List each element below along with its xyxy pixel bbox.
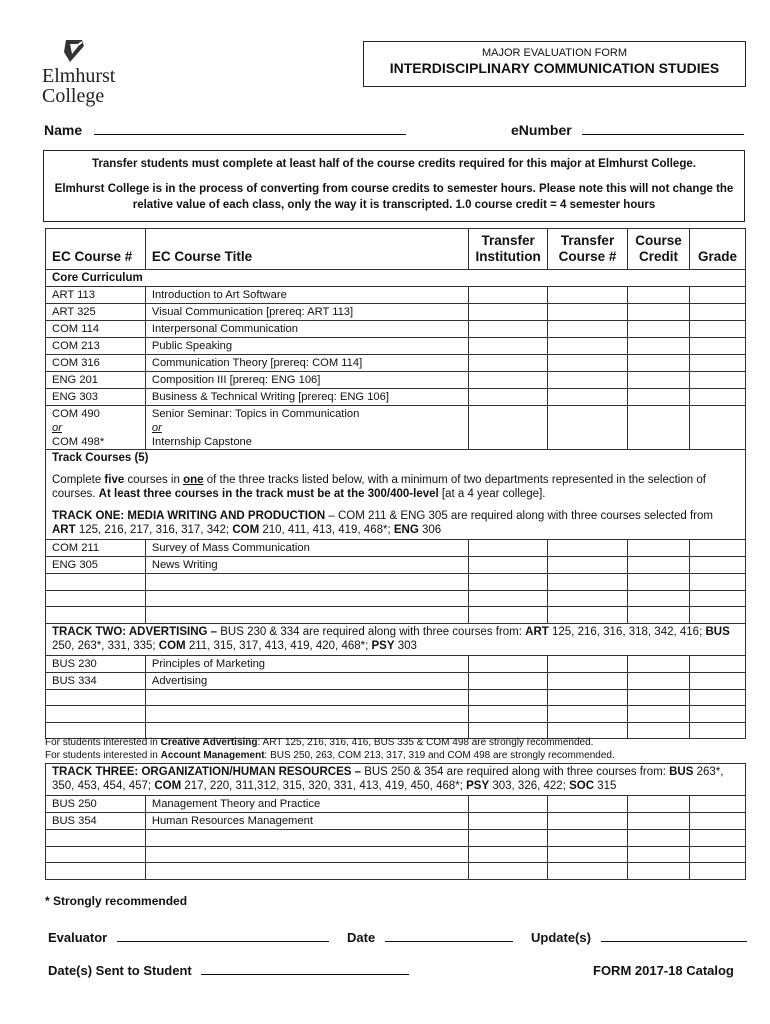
table-row: [46, 689, 746, 706]
cell-input[interactable]: [469, 796, 548, 813]
course-title: Composition III [prereq: ENG 106]: [145, 372, 468, 389]
cell-input[interactable]: [628, 796, 690, 813]
cell-input[interactable]: [548, 372, 628, 389]
cell-input[interactable]: [628, 689, 690, 706]
cell-input[interactable]: [548, 355, 628, 372]
cell-input[interactable]: [46, 590, 146, 607]
form-label: MAJOR EVALUATION FORM: [481, 47, 628, 59]
course-num: BUS 334: [46, 672, 146, 689]
cell-input[interactable]: [548, 830, 628, 847]
cell-input[interactable]: [145, 830, 469, 847]
cell-input[interactable]: [690, 574, 746, 591]
table-row: [46, 796, 746, 813]
sent-label: Date(s) Sent to Student: [48, 963, 192, 978]
cell-input[interactable]: [469, 863, 548, 880]
cell-input[interactable]: [690, 321, 746, 338]
cell-input[interactable]: [469, 355, 548, 372]
cell-input[interactable]: [145, 689, 468, 706]
dept: SOC: [569, 780, 595, 792]
header-transfer-institution: Transfer Institution: [469, 229, 548, 270]
cell-input[interactable]: [628, 722, 690, 739]
table-row: [46, 540, 746, 557]
cell-input[interactable]: [548, 590, 628, 607]
cell-input[interactable]: [145, 846, 469, 863]
logo-line2: College: [42, 85, 105, 107]
capstone-title: [145, 406, 468, 450]
note-text: For students interested in: [45, 737, 161, 748]
course-title: Introduction to Art Software: [145, 287, 468, 304]
name-field[interactable]: [44, 122, 406, 138]
capstone-num: [46, 406, 146, 450]
cell-input[interactable]: [145, 863, 469, 880]
updates-field[interactable]: [531, 930, 747, 945]
table-row: [46, 846, 746, 863]
note-text: For students interested in: [45, 750, 161, 761]
course-table: [45, 228, 746, 739]
cell-input[interactable]: [548, 796, 628, 813]
cell-input[interactable]: [548, 287, 628, 304]
cell-input[interactable]: [548, 406, 628, 450]
cell-input[interactable]: [690, 557, 746, 574]
course-title: Public Speaking: [145, 338, 468, 355]
track-two-title: TRACK TWO: ADVERTISING –: [52, 625, 218, 638]
cell-input[interactable]: [548, 540, 628, 557]
cell-input[interactable]: [469, 590, 548, 607]
cell-input[interactable]: [628, 706, 690, 723]
cell-input[interactable]: [690, 672, 746, 689]
cell-input[interactable]: [46, 689, 146, 706]
dept: COM: [232, 524, 260, 536]
cell-input[interactable]: [628, 863, 690, 880]
cell-input[interactable]: [469, 689, 548, 706]
cell-input[interactable]: [469, 672, 548, 689]
dept: PSY: [466, 780, 490, 792]
track-text: 315: [594, 780, 617, 792]
cell-input[interactable]: [469, 389, 548, 406]
cell-input[interactable]: [145, 706, 468, 723]
track-courses-label: Track Courses (5): [52, 452, 149, 464]
dept: ENG: [393, 524, 419, 536]
table-row: [46, 557, 746, 574]
enumber-label: eNumber: [511, 122, 572, 138]
track-one-title: TRACK ONE: MEDIA WRITING AND PRODUCTION: [52, 510, 326, 522]
cell-input[interactable]: [46, 830, 146, 847]
core-curriculum-label: Core Curriculum: [46, 270, 746, 287]
capstone-title1: Senior Seminar: Topics in Communication: [151, 408, 360, 420]
table-row: [46, 813, 746, 830]
table-row: [46, 321, 746, 338]
table-row: [46, 863, 746, 880]
cell-input[interactable]: [469, 287, 548, 304]
course-num: ART 325: [46, 304, 146, 321]
cell-input[interactable]: [548, 304, 628, 321]
form-title-box: [363, 41, 746, 87]
cell-input[interactable]: [469, 574, 548, 591]
track-text: BUS 230 & 334 are required along with three courses from:: [217, 625, 526, 638]
note-bold: Creative Advertising: [160, 737, 258, 748]
cell-input[interactable]: [690, 338, 746, 355]
table-row: [46, 287, 746, 304]
cell-input[interactable]: [469, 321, 548, 338]
track-text: 210, 411, 413, 419, 468*;: [259, 524, 394, 536]
cell-input[interactable]: [690, 287, 746, 304]
cell-input[interactable]: [469, 557, 548, 574]
dept: BUS: [669, 766, 694, 778]
track-text: BUS 250 & 354 are required along with three courses from:: [361, 766, 670, 778]
note-text: : BUS 250, 263, COM 213, 317, 319 and COM 498 are strongly recommended.: [264, 750, 615, 761]
intro-text: courses in: [124, 474, 184, 486]
track-text: 250, 263*, 331, 335;: [52, 639, 159, 652]
cell-input[interactable]: [628, 557, 690, 574]
cell-input[interactable]: [690, 389, 746, 406]
college-logo: [42, 38, 132, 110]
cell-input[interactable]: [548, 672, 628, 689]
table-row: [46, 590, 746, 607]
track-text: 125, 216, 217, 316, 317, 342;: [75, 524, 233, 536]
cell-input[interactable]: [628, 304, 690, 321]
header-ec-course: EC Course #: [46, 229, 146, 270]
intro-text: [at a 4 year college].: [438, 488, 546, 500]
or-label: or: [52, 422, 62, 434]
track-text: 125, 216, 316, 318, 342, 416;: [548, 625, 706, 638]
intro-text: Complete: [52, 474, 105, 486]
course-title: Visual Communication [prereq: ART 113]: [145, 304, 468, 321]
cell-input[interactable]: [469, 304, 548, 321]
cell-input[interactable]: [628, 672, 690, 689]
cell-input[interactable]: [690, 706, 746, 723]
intro-bold: At least three courses in the track must be at the 300/400-level: [98, 488, 439, 500]
track-text: 217, 220, 311,312, 315, 320, 331, 413, 419, 450, 468*;: [181, 780, 467, 792]
cell-input[interactable]: [46, 863, 146, 880]
cell-input[interactable]: [145, 574, 468, 591]
enumber-line[interactable]: [582, 123, 744, 135]
cell-input[interactable]: [690, 813, 746, 830]
track-two-desc: [46, 623, 746, 655]
cell-input[interactable]: [548, 813, 628, 830]
evaluator-line[interactable]: [117, 930, 329, 942]
cell-input[interactable]: [469, 372, 548, 389]
cell-input[interactable]: [46, 846, 146, 863]
cell-input[interactable]: [690, 846, 746, 863]
cell-input[interactable]: [469, 607, 548, 624]
course-title: Interpersonal Communication: [145, 321, 468, 338]
name-label: Name: [44, 122, 83, 138]
header-ec-title: EC Course Title: [145, 229, 468, 270]
table-row: [46, 372, 746, 389]
cell-input[interactable]: [628, 355, 690, 372]
cell-input[interactable]: [548, 389, 628, 406]
or-label: or: [151, 422, 162, 434]
table-row: [46, 355, 746, 372]
cell-input[interactable]: [690, 863, 746, 880]
cell-input[interactable]: [548, 557, 628, 574]
cell-input[interactable]: [469, 813, 548, 830]
track-text: 303: [394, 639, 417, 652]
shield-logo-icon: [60, 38, 90, 64]
cell-input[interactable]: [628, 813, 690, 830]
cell-input[interactable]: [628, 540, 690, 557]
course-num: ENG 303: [46, 389, 146, 406]
enumber-field[interactable]: [511, 122, 744, 138]
dept: ART: [525, 625, 549, 638]
course-num: BUS 354: [46, 813, 146, 830]
note-account-management: [45, 750, 615, 762]
cell-input[interactable]: [628, 590, 690, 607]
capstone-num1: COM 490: [52, 408, 100, 420]
cell-input[interactable]: [690, 689, 746, 706]
track-intro: [52, 473, 739, 501]
cell-input[interactable]: [628, 406, 690, 450]
course-title: News Writing: [145, 557, 468, 574]
cell-input[interactable]: [46, 574, 146, 591]
cell-input[interactable]: [548, 689, 628, 706]
cell-input[interactable]: [469, 846, 548, 863]
table-row: [46, 406, 746, 450]
note-creative-advertising: [45, 737, 593, 749]
cell-input[interactable]: [469, 406, 548, 450]
header-transfer-course: Transfer Course #: [548, 229, 628, 270]
capstone-num2: COM 498*: [52, 436, 105, 448]
dept: BUS: [705, 625, 730, 638]
cell-input[interactable]: [145, 590, 468, 607]
cell-input[interactable]: [145, 607, 468, 624]
track-courses-section: [46, 450, 746, 540]
course-title: Human Resources Management: [145, 813, 469, 830]
transfer-notice: [43, 150, 745, 222]
course-title: Advertising: [145, 672, 468, 689]
track-text: 263*, 350, 453, 454, 457;: [52, 766, 724, 792]
intro-text: of the three tracks listed below, with a minimum of two departments represented in the selection of courses.: [52, 474, 706, 500]
evaluator-label: Evaluator: [48, 930, 108, 945]
cell-input[interactable]: [469, 830, 548, 847]
cell-input[interactable]: [690, 796, 746, 813]
sent-line[interactable]: [201, 963, 409, 975]
dept: COM: [158, 639, 186, 652]
course-num: ENG 305: [46, 557, 146, 574]
cell-input[interactable]: [628, 389, 690, 406]
table-row: [46, 389, 746, 406]
cell-input[interactable]: [628, 321, 690, 338]
capstone-title2: Internship Capstone: [151, 436, 252, 448]
cell-input[interactable]: [690, 372, 746, 389]
dept: COM: [154, 780, 182, 792]
table-row: [46, 574, 746, 591]
cell-input[interactable]: [46, 607, 146, 624]
course-num: COM 211: [46, 540, 146, 557]
updates-label: Update(s): [531, 930, 591, 945]
cell-input[interactable]: [690, 540, 746, 557]
cell-input[interactable]: [628, 574, 690, 591]
sent-to-student-field[interactable]: [48, 963, 409, 978]
table-row: [46, 672, 746, 689]
cell-input[interactable]: [469, 338, 548, 355]
date-line[interactable]: [385, 930, 513, 942]
form-catalog-label: FORM 2017-18 Catalog: [593, 963, 734, 978]
program-title: INTERDISCIPLINARY COMMUNICATION STUDIES: [389, 60, 720, 76]
course-title: Communication Theory [prereq: COM 114]: [145, 355, 468, 372]
course-num: ART 113: [46, 287, 146, 304]
cell-input[interactable]: [548, 655, 628, 672]
course-title: Survey of Mass Communication: [145, 540, 468, 557]
intro-one: one: [183, 474, 204, 486]
cell-input[interactable]: [628, 607, 690, 624]
cell-input[interactable]: [690, 406, 746, 450]
course-num: ENG 201: [46, 372, 146, 389]
table-row: [46, 304, 746, 321]
dept: ART: [52, 524, 76, 536]
cell-input[interactable]: [548, 863, 628, 880]
header-grade: Grade: [690, 229, 746, 270]
table-row: [46, 655, 746, 672]
cell-input[interactable]: [469, 540, 548, 557]
cell-input[interactable]: [548, 846, 628, 863]
cell-input[interactable]: [690, 607, 746, 624]
cell-input[interactable]: [548, 706, 628, 723]
track-three-title: TRACK THREE: ORGANIZATION/HUMAN RESOURCES –: [52, 766, 362, 778]
cell-input[interactable]: [690, 355, 746, 372]
cell-input[interactable]: [628, 655, 690, 672]
cell-input[interactable]: [628, 287, 690, 304]
cell-input[interactable]: [690, 655, 746, 672]
course-title: Principles of Marketing: [145, 655, 468, 672]
table-row: [46, 607, 746, 624]
course-num: COM 316: [46, 355, 146, 372]
header-course-credit: Course Credit: [628, 229, 690, 270]
cell-input[interactable]: [469, 706, 548, 723]
cell-input[interactable]: [628, 338, 690, 355]
cell-input[interactable]: [46, 706, 146, 723]
cell-input[interactable]: [628, 372, 690, 389]
cell-input[interactable]: [548, 338, 628, 355]
cell-input[interactable]: [548, 321, 628, 338]
dept: PSY: [371, 639, 395, 652]
cell-input[interactable]: [469, 655, 548, 672]
cell-input[interactable]: [690, 304, 746, 321]
cell-input[interactable]: [628, 846, 690, 863]
course-num: COM 213: [46, 338, 146, 355]
note-bold: Account Management: [160, 750, 265, 761]
strongly-recommended-note: * Strongly recommended: [45, 894, 188, 908]
course-title: Management Theory and Practice: [145, 796, 469, 813]
cell-input[interactable]: [690, 722, 746, 739]
course-num: COM 114: [46, 321, 146, 338]
updates-line[interactable]: [601, 930, 747, 942]
date-field[interactable]: [347, 930, 513, 945]
intro-five: five: [104, 474, 125, 486]
table-row: [46, 830, 746, 847]
course-num: BUS 250: [46, 796, 146, 813]
cell-input[interactable]: [628, 830, 690, 847]
track-three-desc: [46, 764, 746, 796]
track-text: 306: [418, 524, 442, 536]
track-text: – COM 211 & ENG 305 are required along with three courses selected from: [325, 510, 714, 522]
cell-input[interactable]: [548, 607, 628, 624]
track-one-desc: [52, 509, 739, 537]
track-text: 211, 315, 317, 413, 419, 420, 468*;: [185, 639, 372, 652]
evaluator-field[interactable]: [48, 930, 329, 945]
cell-input[interactable]: [548, 574, 628, 591]
date-label: Date: [347, 930, 376, 945]
track-text: 303, 326, 422;: [489, 780, 570, 792]
notice-line2: Elmhurst College is in the process of converting from course credits to semester hours. Please note this will not change the relative value of each class, only the way it is transcripted. 1.0 course credit = 4 semester hours: [54, 183, 734, 211]
name-line[interactable]: [94, 123, 406, 135]
cell-input[interactable]: [690, 590, 746, 607]
logo-line1: Elmhurst: [42, 65, 116, 87]
track-three-table: [45, 763, 746, 880]
course-num: BUS 230: [46, 655, 146, 672]
course-title: Business & Technical Writing [prereq: ENG 106]: [145, 389, 468, 406]
table-row: [46, 338, 746, 355]
note-text: : ART 125, 216, 316, 416, BUS 335 & COM 498 are strongly recommended.: [257, 737, 594, 748]
table-row: [46, 706, 746, 723]
cell-input[interactable]: [690, 830, 746, 847]
notice-line1: Transfer students must complete at least half of the course credits required for this major at Elmhurst College.: [92, 158, 696, 170]
